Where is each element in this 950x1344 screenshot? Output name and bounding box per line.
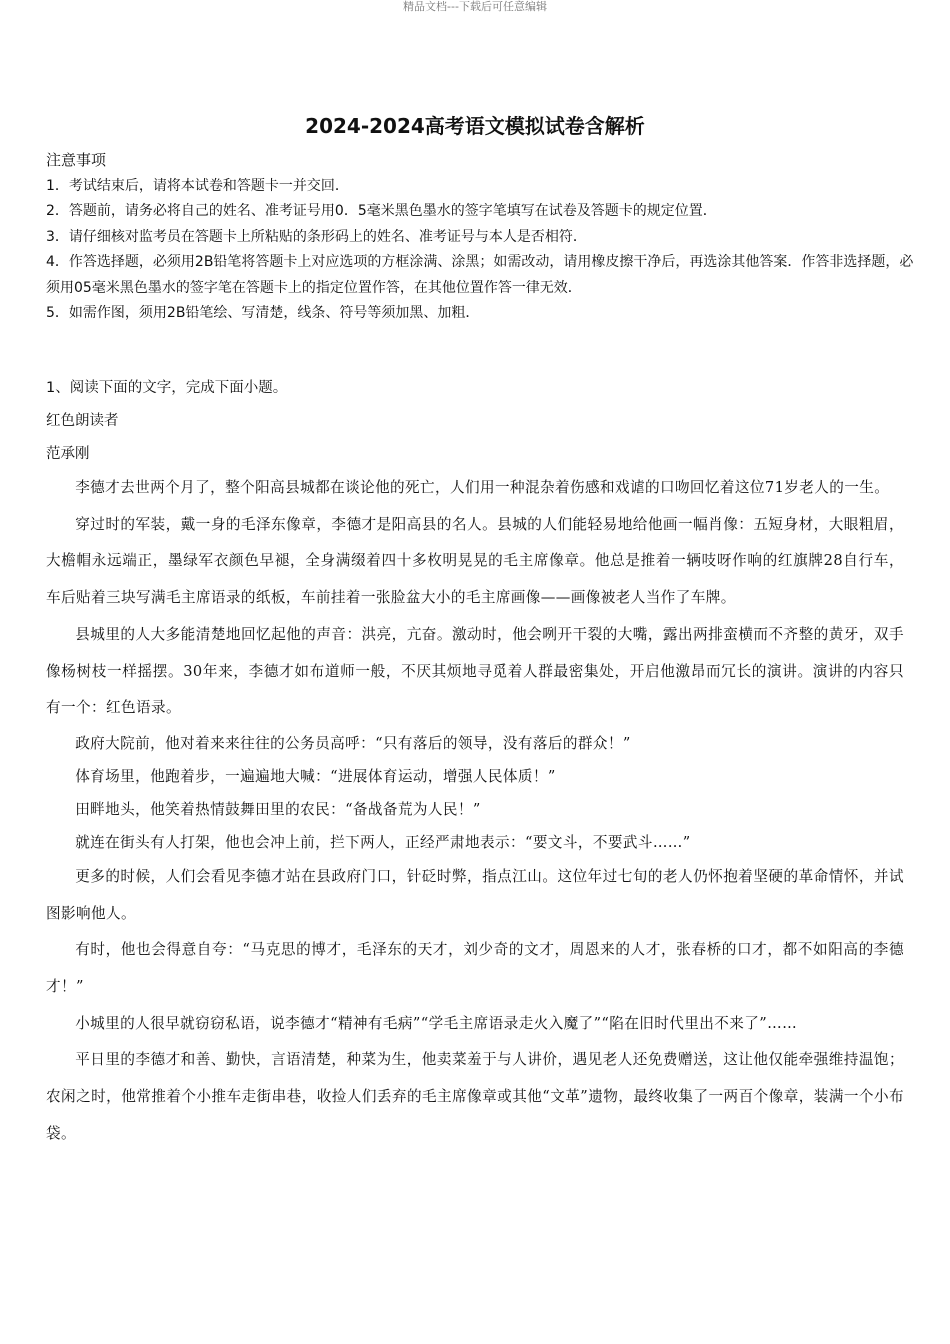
story-author: 范承刚	[46, 446, 90, 462]
notice-section	[46, 148, 916, 327]
document-title: 2024-2024高考语文模拟试卷含解析	[305, 114, 645, 138]
header-note: 精品文档---下载后可任意编辑	[403, 0, 547, 13]
notice-item: 5．如需作图，须用2B铅笔绘、写清楚，线条、符号等须加黑、加粗．	[46, 305, 480, 321]
story-paragraph: 田畔地头，他笑着热情鼓舞田里的农民：“备战备荒为人民！”	[75, 800, 481, 818]
story-paragraph: 有时，他也会得意自夸：“马克思的博才，毛泽东的天才，刘少奇的文才，周恩来的人才，张春桥的口才，都不如阳高的李德才！”	[46, 941, 904, 996]
story-paragraph: 县城里的人大多能清楚地回忆起他的声音：洪亮，亢奋。激动时，他会咧开干裂的大嘴，露出两排蛮横而不齐整的黄牙，双手像杨树枝一样摇摆。30年来，李德才如布道师一般，不厌其烦地寻觅着人群最密集处，开启他激昂而冗长的演讲。演讲的内容只有一个：红色语录。	[46, 625, 904, 717]
story-paragraph: 李德才去世两个月了，整个阳高县城都在谈论他的死亡，人们用一种混杂着伤感和戏谑的口吻回忆着这位71岁老人的一生。	[75, 479, 890, 496]
notice-item: 3．请仔细核对监考员在答题卡上所粘贴的条形码上的姓名、准考证号与本人是否相符．	[46, 228, 587, 245]
story-paragraph: 更多的时候，人们会看见李德才站在县政府门口，针砭时弊，指点江山。这位年过七旬的老人仍怀抱着坚硬的革命情怀，并试图影响他人。	[46, 867, 904, 922]
notice-item: 1．考试结束后，请将本试卷和答题卡一并交回．	[46, 177, 349, 194]
question-header	[46, 371, 906, 471]
question-prompt: 1、阅读下面的文字，完成下面小题。	[46, 380, 288, 396]
story-title: 红色朗读者	[46, 413, 119, 429]
notice-item: 2．答题前，请务必将自己的姓名、准考证号用0．5毫米黑色墨水的签字笔填写在试卷及答题卡的规定位置．	[46, 203, 717, 219]
story-body	[46, 470, 904, 1153]
story-paragraph: 体育场里，他跑着步，一遍遍地大喊：“进展体育运动，增强人民体质！”	[75, 767, 556, 785]
story-paragraph: 穿过时的军装，戴一身的毛泽东像章，李德才是阳高县的名人。县城的人们能轻易地给他画一幅肖像：五短身材，大眼粗眉，大檐帽永远端正，墨绿军衣颜色早褪，全身满缀着四十多枚明晃晃的毛主席像章。他总是推着一辆吱呀作响的红旗牌28自行车，车后贴着三块写满毛主席语录的纸板，车前挂着一张脸盆大小的毛主席画像——画像被老人当作了车牌。	[46, 515, 904, 607]
story-paragraph: 平日里的李德才和善、勤快，言语清楚，种菜为生，他卖菜羞于与人讲价，遇见老人还免费赠送，这让他仅能牵强维持温饱；农闲之时，他常推着个小推车走街串巷，收捡人们丢弃的毛主席像章或其他“文革”遗物，最终收集了一两百个像章，装满一个小布袋。	[46, 1051, 904, 1142]
story-paragraph: 小城里的人很早就窃窃私语，说李德才“精神有毛病”“学毛主席语录走火入魔了”“陷在旧时代里出不来了”……	[75, 1014, 798, 1032]
notice-item: 4．作答选择题，必须用2B铅笔将答题卡上对应选项的方框涂满、涂黑；如需改动，请用橡皮擦干净后，再选涂其他答案．作答非选择题，必须用05毫米黑色墨水的签字笔在答题卡上的指定位置作答，在其他位置作答一律无效．	[46, 254, 914, 296]
story-paragraph: 政府大院前，他对着来来往往的公务员高呼：“只有落后的领导，没有落后的群众！”	[75, 734, 631, 752]
story-paragraph: 就连在街头有人打架，他也会冲上前，拦下两人，正经严肃地表示：“要文斗，不要武斗……”	[75, 833, 691, 851]
notice-heading: 注意事项	[46, 151, 107, 169]
